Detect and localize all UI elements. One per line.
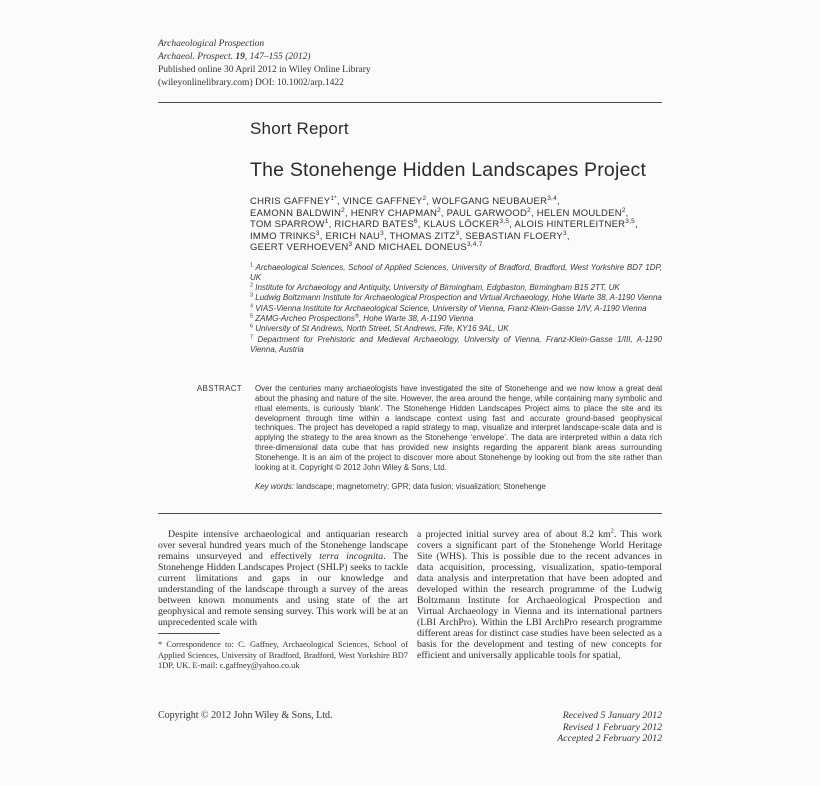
citation-volume: 19 [235, 52, 245, 62]
citation-prefix: Archaeol. Prospect. [158, 52, 236, 62]
citation-suffix: , 147–155 (2012) [244, 52, 311, 62]
abstract-section [158, 384, 662, 491]
keywords-label: Key words: [255, 482, 295, 492]
affiliation-list: $^1$ Archaeological Sciences, School of Applied Sciences, University of Bradford, Bradford, West Yorkshire BD7 1DP, UK $^2$ Institute for Archaeology and Antiquity, University of Birmingham, Edgbaston, Birmingham B15 2TT, UK $^3$ Ludwig Boltzmann Institute for Archaeological Prospection and Virtual Archaeology, Hohe Warte 38, A-1190 Vienna $^4$ VIAS-Vienna Institute for Archaeological Science, University of Vienna, Franz-Klein-Gasse 1/IV, A-1190 Vienna $^5$ ZAMG-Archeo Prospections®, Hohe Warte 38, A-1190 Vienna $^6$ University of St Andrews, North Street, St Andrews, Fife, KY16 9AL, UK $^7$ Department for Prehistoric and Medieval Archaeology, University of Vienna, Franz-Klein-Gasse 1/III, A-1190 Vienna, Austria [250, 261, 662, 354]
left-column [158, 529, 408, 671]
keywords-line [255, 482, 662, 491]
footnote-divider [158, 633, 220, 634]
received-date: Received 5 January 2012 [562, 710, 662, 721]
journal-header [158, 38, 662, 90]
citation-line [158, 51, 662, 64]
copyright-notice: Copyright © 2012 John Wiley & Sons, Ltd. [158, 710, 333, 721]
body-paragraph-right: a projected initial survey area of about 8.2 $km^2$. This work covers a significant part of the Stonehenge World Heritage Site (WHS). This is possible due to the recent advances in data acquisition, processing, visualization, spatio-temporal data analysis and interpretation that have been adopted and developed within the research programme of the Ludwig Boltzmann Institute for Archaeological Prospection and Virtual Archaeology in Vienna and its international partners (LBI ArchPro). Within the LBI ArchPro research programme different areas for distinct case studies have been selected as a basis for the development and testing of new concepts for efficient and universally applicable tools for spatial, [417, 528, 662, 662]
revised-date: Revised 1 February 2012 [562, 721, 662, 733]
doi-line: (wileyonlinelibrary.com) DOI: 10.1002/arp.1422 [158, 78, 344, 88]
body-columns [158, 529, 662, 671]
author-list: CHRIS $GAFFNEY^{1*}$, VINCE GAFFNEY$^2$, WOLFGANG NEUBAUER$^{3,4}$, EAMONN BALDWIN$^2$, HENRY CHAPMAN$^2$, PAUL GARWOOD$^2$, HELEN MOULDEN$^2$, TOM SPARROW$^1$, RICHARD BATES$^6$, KLAUS LÖCKER$^{3,5}$, ALOIS HINTERLEITNER$^{3,5}$, IMMO TRINKS$^3$, ERICH NAU$^3$, THOMAS ZITZ$^3$, SEBASTIAN FLOERY$^3$, GEERT VERHOEVEN$^3$ AND MICHAEL DONEUS$^{3,4,7}$ [250, 194, 638, 253]
body-paragraph-left: Despite intensive archaeological and antiquarian research over several hundred years much of the Stonehenge landscape remains unsurveyed and effectively terra incognita. The Stonehenge Hidden Landscapes Project (SHLP) seeks to tackle current limitations and gaps in our knowledge and understanding of the landscape through a survey of the areas between known monuments and using state of the art geophysical and remote sensing survey. This work will be at an unprecedented scale with [158, 529, 408, 629]
abstract-divider [158, 513, 662, 514]
abstract-text: Over the centuries many archaeologists have investigated the site of Stonehenge and we now know a great deal about the phasing and nature of the site. However, the area around the henge, while containing many symbolic and ritual elements, is curiously ‘blank’. The Stonehenge Hidden Landscapes Project aims to place the site and its development through time within a landscape context using fast and accurate ground-based geophysical techniques. The project has developed a rapid strategy to map, visualize and interpret landscape-scale data and is applying the strategy to the area known as the Stonehenge ‘envelope’. The data are interpreted within a data rich three-dimensional data cube that has provided new insights regarding the apparent blank areas surrounding Stonehenge. It is an aim of the project to discover more about Stonehenge by looking out from the site rather than looking at it. Copyright © 2012 John Wiley & Sons, Ltd. [255, 384, 662, 472]
page-footer [158, 710, 662, 745]
accepted-date: Accepted 2 February 2012 [557, 733, 662, 744]
article-type: Short Report [250, 119, 349, 138]
abstract-body [255, 384, 662, 491]
title-block [250, 119, 662, 355]
published-line: Published online 30 April 2012 in Wiley Online Library [158, 65, 371, 75]
keywords-text: landscape; magnetometry; GPR; data fusion; visualization; Stonehenge [294, 482, 546, 492]
correspondence-footnote: * Correspondence to: C. Gaffney, Archaeological Sciences, School of Applied Sciences, University of Bradford, Bradford, West Yorkshire BD7 1DP, UK. E-mail: c.gaffney@yahoo.co.uk [158, 640, 408, 670]
page-content [158, 38, 662, 671]
page-title: The Stonehenge Hidden Landscapes Project [250, 159, 647, 181]
header-divider [158, 102, 662, 103]
journal-name: Archaeological Prospection [158, 39, 265, 49]
right-column [417, 529, 662, 671]
abstract-label: ABSTRACT [196, 384, 242, 394]
revision-dates [557, 710, 662, 745]
